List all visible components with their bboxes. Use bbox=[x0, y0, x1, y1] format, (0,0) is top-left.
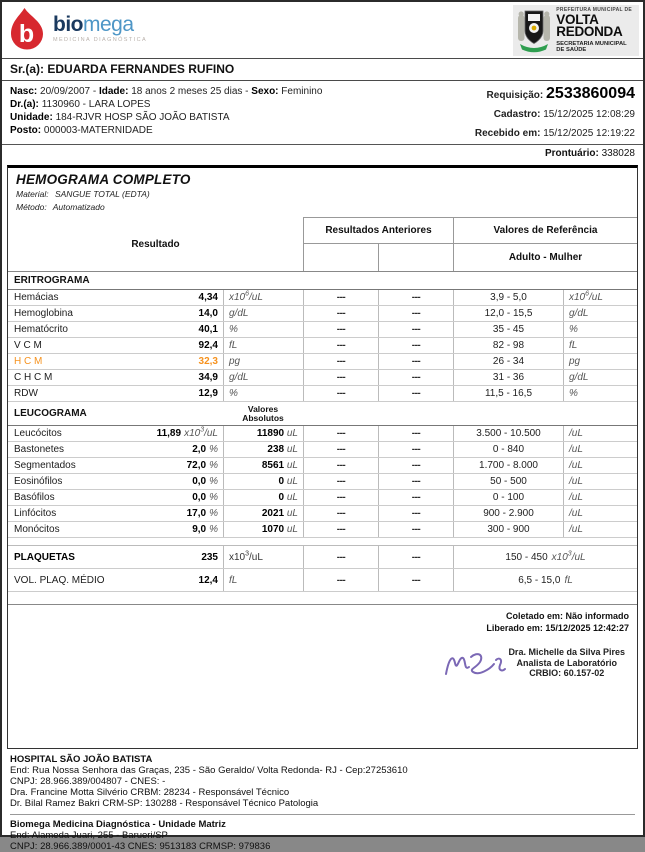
previous-result-2: --- bbox=[378, 290, 453, 305]
liberado-label: Liberado em: bbox=[486, 623, 543, 633]
empty-space bbox=[8, 682, 637, 748]
previous-result-2: --- bbox=[378, 546, 453, 568]
biomega-logo bbox=[8, 5, 147, 51]
analyte-result: Segmentados 72,0 % bbox=[14, 460, 218, 471]
analyte-result: Bastonetes 2,0 % bbox=[14, 444, 218, 455]
table-row bbox=[8, 290, 637, 306]
analyte-result: Hemácias 4,34 bbox=[14, 292, 218, 303]
absolute-value: 11890 uL bbox=[223, 426, 303, 441]
reference-unit: % bbox=[563, 322, 637, 337]
patient-unit-line bbox=[10, 111, 322, 124]
absolute-value: 0 uL bbox=[223, 474, 303, 489]
analyte-result: VOL. PLAQ. MÉDIO 12,4 bbox=[14, 574, 218, 586]
doctor-value: 1130960 - LARA LOPES bbox=[41, 99, 151, 110]
method-label: Método: bbox=[16, 201, 47, 212]
requisition-line bbox=[475, 85, 635, 105]
patient-info-right bbox=[475, 85, 635, 143]
signer-registration: CRBIO: 60.157-02 bbox=[529, 668, 605, 679]
signer-role: Analista de Laboratório bbox=[516, 657, 617, 668]
previous-result-2: --- bbox=[378, 306, 453, 321]
signature-block bbox=[8, 634, 637, 682]
section-eritrograma: ERITROGRAMA bbox=[8, 272, 637, 290]
recebido-value: 15/12/2025 12:19:22 bbox=[543, 128, 635, 139]
reference-range: 0 - 100 bbox=[453, 490, 563, 505]
previous-result-2: --- bbox=[378, 370, 453, 385]
reference-range: 31 - 36 bbox=[453, 370, 563, 385]
exam-title-block bbox=[8, 168, 637, 215]
unit-label: Unidade: bbox=[10, 112, 53, 123]
table-row bbox=[8, 474, 637, 490]
analyte-result: H C M 32,3 bbox=[14, 356, 218, 367]
previous-result-2: --- bbox=[378, 442, 453, 457]
reference-range: 3.500 - 10.500 bbox=[453, 426, 563, 441]
table-header bbox=[8, 217, 637, 272]
previous-result-1: --- bbox=[303, 474, 378, 489]
previous-result-2: --- bbox=[378, 474, 453, 489]
reference-unit: $x10^6/uL$ bbox=[563, 290, 637, 305]
leucograma-title: LEUCOGRAMA bbox=[14, 408, 87, 419]
analyte-result: Hematócrito 40,1 bbox=[14, 324, 218, 335]
previous-result-1: --- bbox=[303, 442, 378, 457]
absolute-value: 2021 uL bbox=[223, 506, 303, 521]
municipality-dept-2: DE SAÚDE bbox=[556, 47, 587, 53]
requisition-label: Requisição: bbox=[486, 90, 544, 101]
nasc-label: Nasc: bbox=[10, 86, 38, 97]
column-anterior-1 bbox=[303, 244, 378, 271]
municipality-city-1: VOLTA bbox=[556, 11, 599, 27]
previous-result-2: --- bbox=[378, 569, 453, 591]
table-row bbox=[8, 522, 637, 538]
patient-post-line bbox=[10, 124, 322, 137]
table-row bbox=[8, 506, 637, 522]
sexo-label: Sexo: bbox=[251, 86, 279, 97]
hospital-address: End: Rua Nossa Senhora das Graças, 235 - São Geraldo/ Volta Redonda- RJ - Cep:27253610 bbox=[10, 765, 408, 776]
post-value: 000003-MATERNIDADE bbox=[43, 125, 153, 136]
reference-unit: /uL bbox=[563, 426, 637, 441]
prontuario-line bbox=[2, 144, 643, 163]
result-unit: fL bbox=[223, 569, 303, 591]
patient-name: EDUARDA FERNANDES RUFINO bbox=[47, 62, 235, 76]
analyte-result: RDW 12,9 bbox=[14, 388, 218, 399]
result-unit: fL bbox=[223, 338, 303, 353]
section-gap bbox=[8, 538, 637, 546]
doctor-label: Dr.(a): bbox=[10, 99, 39, 110]
table-row bbox=[8, 490, 637, 506]
hospital-responsible-1: Dra. Francine Motta Silvério CRBM: 28234 - Responsável Técnico bbox=[10, 787, 290, 798]
material-value: SANGUE TOTAL (EDTA) bbox=[54, 189, 150, 199]
reference-range: 0 - 840 bbox=[453, 442, 563, 457]
result-unit: % bbox=[223, 386, 303, 401]
column-anterior-2 bbox=[378, 244, 453, 271]
previous-result-2: --- bbox=[378, 386, 453, 401]
absolute-value: 238 uL bbox=[223, 442, 303, 457]
table-row bbox=[8, 306, 637, 322]
brand-name-light: mega bbox=[83, 13, 134, 36]
abs-header-line2: Absolutos bbox=[242, 412, 284, 423]
report-header bbox=[2, 2, 643, 58]
reference-range: 1.700 - 8.000 bbox=[453, 458, 563, 473]
exam-box bbox=[7, 165, 638, 749]
reference-range: 900 - 2.900 bbox=[453, 506, 563, 521]
analyte-result: Monócitos 9,0 % bbox=[14, 524, 218, 535]
previous-result-1: --- bbox=[303, 290, 378, 305]
patient-birth-line bbox=[10, 85, 322, 98]
exam-title: HEMOGRAMA COMPLETO bbox=[16, 172, 191, 187]
liberado-value: 15/12/2025 12:42:27 bbox=[545, 623, 629, 633]
cadastro-label: Cadastro: bbox=[493, 109, 541, 120]
reference-range: 6,5 - 15,0 fL bbox=[453, 569, 637, 591]
footer-divider bbox=[10, 814, 635, 815]
leucograma-rows bbox=[8, 426, 637, 538]
previous-result-2: --- bbox=[378, 490, 453, 505]
recebido-line bbox=[475, 124, 635, 143]
plaquetas-rows bbox=[8, 546, 637, 592]
patient-info-left bbox=[10, 85, 322, 143]
exam-material-line bbox=[16, 189, 629, 200]
previous-result-2: --- bbox=[378, 322, 453, 337]
valores-absolutos-header bbox=[223, 405, 303, 423]
method-value: Automatizado bbox=[52, 201, 105, 212]
result-unit: $x10^3/uL$ bbox=[223, 546, 303, 568]
reference-unit: /uL bbox=[563, 474, 637, 489]
table-row bbox=[8, 386, 637, 402]
table-row bbox=[8, 426, 637, 442]
recebido-label: Recebido em: bbox=[474, 128, 541, 139]
cadastro-line bbox=[475, 105, 635, 124]
previous-result-1: --- bbox=[303, 458, 378, 473]
reference-range: 50 - 500 bbox=[453, 474, 563, 489]
reference-unit: /uL bbox=[563, 442, 637, 457]
coletado-line bbox=[16, 610, 629, 622]
svg-text:b: b bbox=[18, 20, 35, 48]
previous-result-1: --- bbox=[303, 322, 378, 337]
municipality-dept-1: SECRETARIA MUNICIPAL bbox=[556, 40, 627, 47]
reference-range: 3,9 - 5,0 bbox=[453, 290, 563, 305]
report-footer bbox=[2, 749, 643, 852]
table-row bbox=[8, 354, 637, 370]
analyte-result: Leucócitos 11,89 $x10^3/uL$ bbox=[14, 426, 218, 439]
coat-of-arms-icon bbox=[517, 8, 551, 53]
sexo-value: Feminino bbox=[281, 86, 323, 97]
reference-unit: g/dL bbox=[563, 370, 637, 385]
analyte-result: Hemoglobina 14,0 bbox=[14, 308, 218, 319]
analyte-result: Linfócitos 17,0 % bbox=[14, 508, 218, 519]
liberado-line bbox=[16, 622, 629, 634]
hospital-cnpj: CNPJ: 28.966.389/004807 - CNES: - bbox=[10, 776, 166, 787]
signer-name: Dra. Michelle da Silva Pires bbox=[508, 647, 625, 658]
result-unit: pg bbox=[223, 354, 303, 369]
previous-result-2: --- bbox=[378, 426, 453, 441]
brand-name-bold: bio bbox=[53, 13, 83, 36]
patient-info-block bbox=[2, 81, 643, 144]
analyte-result: C H C M 34,9 bbox=[14, 372, 218, 383]
municipality-text bbox=[556, 8, 632, 54]
table-row bbox=[8, 338, 637, 354]
column-ref-subheader: Adulto - Mulher bbox=[453, 244, 637, 271]
previous-result-1: --- bbox=[303, 426, 378, 441]
table-row bbox=[8, 442, 637, 458]
result-unit: % bbox=[223, 322, 303, 337]
reference-range: 35 - 45 bbox=[453, 322, 563, 337]
reference-unit: % bbox=[563, 386, 637, 401]
reference-unit: /uL bbox=[563, 522, 637, 537]
previous-result-2: --- bbox=[378, 354, 453, 369]
column-resultado: Resultado bbox=[131, 238, 180, 250]
blood-drop-icon bbox=[8, 7, 46, 51]
volta-redonda-logo bbox=[513, 5, 639, 56]
analyte-result: V C M 92,4 bbox=[14, 340, 218, 351]
absolute-value: 0 uL bbox=[223, 490, 303, 505]
brand-tagline: MEDICINA DIAGNÓSTICA bbox=[53, 37, 148, 43]
table-row bbox=[8, 370, 637, 386]
matriz-cnpj: CNPJ: 28.966.389/0001-43 CNES: 9513183 CRMSP: 979836 bbox=[10, 841, 271, 852]
absolute-value: 1070 uL bbox=[223, 522, 303, 537]
column-anteriores: Resultados Anteriores bbox=[303, 217, 453, 244]
reference-range: 150 - 450 $x10^3/uL$ bbox=[453, 546, 637, 568]
reference-unit: pg bbox=[563, 354, 637, 369]
hospital-name: HOSPITAL SÃO JOÃO BATISTA bbox=[10, 754, 153, 765]
section-leucograma bbox=[8, 402, 637, 426]
table-row bbox=[8, 458, 637, 474]
reference-unit: fL bbox=[563, 338, 637, 353]
prontuario-value: 338028 bbox=[601, 148, 635, 159]
reference-range: 12,0 - 15,5 bbox=[453, 306, 563, 321]
reference-range: 26 - 34 bbox=[453, 354, 563, 369]
reference-unit: g/dL bbox=[563, 306, 637, 321]
previous-result-1: --- bbox=[303, 546, 378, 568]
previous-result-2: --- bbox=[378, 522, 453, 537]
material-label: Material: bbox=[16, 189, 49, 199]
requisition-number: 2533860094 bbox=[546, 85, 635, 102]
table-end-line bbox=[8, 592, 637, 605]
analyte-result: Eosinófilos 0,0 % bbox=[14, 476, 218, 487]
table-row bbox=[8, 322, 637, 338]
table-row bbox=[8, 546, 637, 569]
result-unit: g/dL bbox=[223, 306, 303, 321]
release-block bbox=[8, 605, 637, 634]
unit-value: 184-RJVR HOSP SÃO JOÃO BATISTA bbox=[55, 112, 230, 123]
reference-range: 300 - 900 bbox=[453, 522, 563, 537]
previous-result-1: --- bbox=[303, 506, 378, 521]
prontuario-label: Prontuário: bbox=[544, 148, 599, 159]
matriz-address: End: Alameda Juari, 255 - Barueri/SP bbox=[10, 830, 168, 841]
reference-unit: /uL bbox=[563, 490, 637, 505]
absolute-value: 8561 uL bbox=[223, 458, 303, 473]
abs-header-line1: Valores bbox=[247, 403, 279, 414]
previous-result-2: --- bbox=[378, 458, 453, 473]
eritrograma-rows bbox=[8, 290, 637, 402]
coletado-label: Coletado em: bbox=[505, 611, 563, 621]
reference-unit: /uL bbox=[563, 506, 637, 521]
patient-doctor-line bbox=[10, 98, 322, 111]
reference-unit: /uL bbox=[563, 458, 637, 473]
previous-result-1: --- bbox=[303, 370, 378, 385]
previous-result-1: --- bbox=[303, 306, 378, 321]
idade-value: 18 anos 2 meses 25 dias - bbox=[131, 86, 252, 97]
table-row bbox=[8, 569, 637, 592]
patient-title-label: Sr.(a): bbox=[10, 62, 45, 76]
result-unit: g/dL bbox=[223, 370, 303, 385]
patient-name-bar bbox=[2, 58, 643, 81]
exam-method-line bbox=[16, 202, 629, 213]
handwritten-signature-icon bbox=[442, 644, 508, 682]
coletado-value: Não informado bbox=[565, 611, 629, 621]
cadastro-value: 15/12/2025 12:08:29 bbox=[543, 109, 635, 120]
previous-result-2: --- bbox=[378, 338, 453, 353]
previous-result-2: --- bbox=[378, 506, 453, 521]
analyte-result: PLAQUETAS 235 bbox=[14, 551, 218, 563]
column-referencia: Valores de Referência bbox=[453, 217, 637, 244]
hospital-responsible-2: Dr. Bilal Ramez Bakri CRM-SP: 130288 - Responsável Técnico Patologia bbox=[10, 798, 319, 809]
previous-result-1: --- bbox=[303, 522, 378, 537]
signer-info bbox=[508, 647, 625, 679]
municipality-city-2: REDONDA bbox=[556, 24, 623, 39]
previous-result-1: --- bbox=[303, 354, 378, 369]
idade-label: Idade: bbox=[98, 86, 129, 97]
previous-result-1: --- bbox=[303, 386, 378, 401]
municipality-pre: PREFEITURA MUNICIPAL DE bbox=[556, 6, 632, 13]
post-label: Posto: bbox=[10, 125, 42, 136]
reference-range: 11,5 - 16,5 bbox=[453, 386, 563, 401]
previous-result-1: --- bbox=[303, 490, 378, 505]
nasc-value: 20/09/2007 - bbox=[40, 86, 99, 97]
biomega-wordmark bbox=[53, 15, 147, 43]
previous-result-1: --- bbox=[303, 569, 378, 591]
previous-result-1: --- bbox=[303, 338, 378, 353]
analyte-result: Basófilos 0,0 % bbox=[14, 492, 218, 503]
reference-range: 82 - 98 bbox=[453, 338, 563, 353]
matriz-name: Biomega Medicina Diagnóstica - Unidade Matriz bbox=[10, 819, 226, 830]
result-unit: $x10^6/uL$ bbox=[223, 290, 303, 305]
